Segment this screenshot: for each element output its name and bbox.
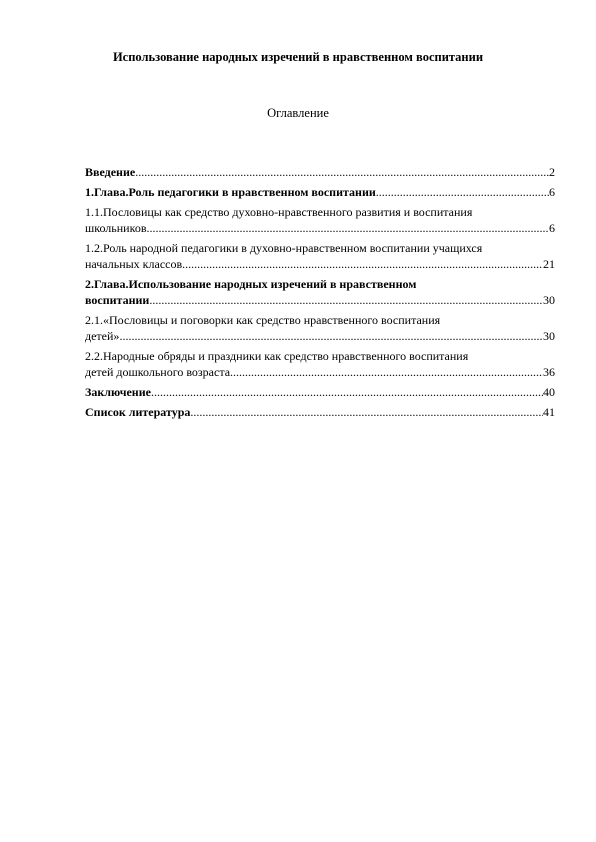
- toc-entry-title: детей дошкольного возраста: [85, 365, 231, 379]
- toc-entry-title-line: 2.1.«Пословицы и поговорки как средство нравственного воспитания: [85, 313, 441, 327]
- toc-entry-section-2-1[interactable]: [85, 312, 555, 344]
- toc-page-number: 6: [549, 185, 555, 199]
- toc-entry-title: школьников: [85, 221, 147, 235]
- toc-entry-title: воспитании: [85, 293, 150, 307]
- toc-dot-leader: [182, 256, 543, 272]
- toc-entry-title-line: 1.2.Роль народной педагогики в духовно-нравственном воспитании учащихся: [85, 241, 483, 255]
- toc-entry-section-1-2[interactable]: [85, 240, 555, 272]
- toc-entry-title: Заключение: [85, 385, 151, 399]
- toc-heading: Оглавление: [267, 106, 329, 120]
- toc-entry-section-1-1[interactable]: [85, 204, 555, 236]
- toc-page-number: 30: [543, 293, 555, 307]
- toc-dot-leader: [119, 328, 543, 344]
- toc-dot-leader: [376, 184, 549, 200]
- toc-entry-references[interactable]: [85, 404, 555, 420]
- toc-page-number: 21: [543, 257, 555, 271]
- toc-entry-title: начальных классов: [85, 257, 183, 271]
- toc-page-number: 2: [549, 165, 555, 179]
- toc-entry-title-line: 1.1.Пословицы как средство духовно-нравственного развития и воспитания: [85, 205, 473, 219]
- toc-entry-chapter-1[interactable]: [85, 184, 555, 200]
- toc-dot-leader: [190, 404, 543, 420]
- toc-dot-leader: [147, 220, 550, 236]
- toc-entry-title-line: 2.2.Народные обряды и праздники как средство нравственного воспитания: [85, 349, 469, 363]
- toc-entry-title: Список литература: [85, 405, 191, 419]
- toc-page-number: 30: [543, 329, 555, 343]
- toc-entry-title-line: 2.Глава.Использование народных изречений в нравственном: [85, 277, 417, 291]
- toc-dot-leader: [151, 384, 543, 400]
- toc-entry-section-2-2[interactable]: [85, 348, 555, 380]
- toc-entry-conclusion[interactable]: [85, 384, 555, 400]
- toc-page-number: 6: [549, 221, 555, 235]
- table-of-contents: [85, 164, 555, 424]
- toc-dot-leader: [135, 164, 549, 180]
- toc-entry-title: Введение: [85, 165, 136, 179]
- toc-entry-title: детей»: [85, 329, 120, 343]
- toc-entry-chapter-2[interactable]: [85, 276, 555, 308]
- toc-dot-leader: [149, 292, 543, 308]
- toc-dot-leader: [230, 364, 543, 380]
- document-title: Использование народных изречений в нравственном воспитании: [112, 50, 484, 64]
- toc-page-number: 36: [543, 365, 555, 379]
- toc-entry-title: 1.Глава.Роль педагогики в нравственном воспитании: [85, 185, 376, 199]
- toc-page-number: 41: [543, 405, 555, 419]
- toc-page-number: 40: [543, 385, 555, 399]
- toc-entry-introduction[interactable]: [85, 164, 555, 180]
